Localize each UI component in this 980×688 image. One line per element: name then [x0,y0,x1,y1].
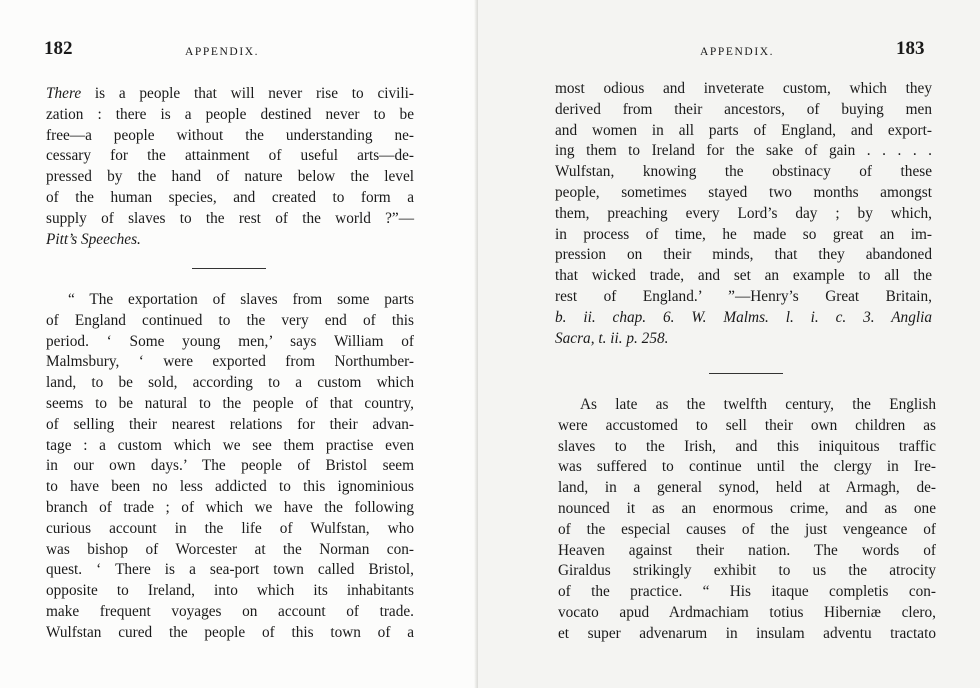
text-line: of the especial causes of the just vengeance of [558,520,936,538]
text-line: was bishop of Worcester at the Norman con- [46,540,414,558]
left-page [0,0,478,688]
text-line: most odious and inveterate custom, which they [555,80,932,97]
line-rest: is a people that will never rise to civili- [81,85,414,102]
right-paragraph-2 [558,395,936,645]
emphasis-there: There [46,85,82,102]
text-line: make frequent voyages on account of trade. [46,602,414,620]
text-line: and women in all parts of England, and export- [555,121,932,139]
text-line: ing them to Ireland for the sake of gain . . . . . [555,142,932,160]
text-line: pressed by the hand of nature below the level [46,168,414,186]
text-line: vocato apud Ardmachiam totius Hiberniæ clero, [558,603,936,621]
text-line: “ The exportation of slaves from some parts [68,291,414,308]
text-line: Wulfstan cured the people of this town of a [46,623,414,641]
text-line: zation : there is a people destined never to be [46,105,414,123]
text-line: curious account in the life of Wulfstan, who [46,519,414,537]
text-line: to have been no less addicted to this ignominious [46,478,414,496]
text-line: pression on their minds, that they abandoned [555,246,932,264]
right-page-header [700,38,940,68]
text-line: As late as the twelfth century, the English [580,396,936,413]
text-line: Giraldus strikingly exhibit to us the atrocity [558,562,936,580]
text-line: derived from their ancestors, of buying men [555,100,932,118]
text-line: people, sometimes stayed two months amongst [555,183,932,201]
text-line: cessary for the attainment of useful arts—de- [46,147,414,165]
text-line: branch of trade ; of which we have the following [46,498,414,516]
text-line: was suffered to continue until the clergy in Ire- [558,458,936,476]
right-paragraph-1 [555,79,932,349]
left-paragraph-1 [46,84,414,250]
text-line: slaves to the Irish, and this iniquitous traffic [558,437,936,455]
running-head: APPENDIX. [700,46,775,58]
citation-line: Pitt’s Speeches. [46,230,141,248]
page-number: 183 [896,38,925,59]
text-line: supply of slaves to the rest of the world ?”— [46,209,414,227]
left-page-header [44,38,434,68]
citation-line: rest of England.’ ”—Henry’s Great Britain, [555,287,932,305]
running-head: APPENDIX. [185,46,260,58]
text-line: tage : a custom which we see them practise even [46,436,414,454]
text-line: land, in a general synod, held at Armagh, de- [558,479,936,497]
text-line: Wulfstan, knowing the obstinacy of these [555,163,932,181]
text-line: opposite to Ireland, into which its inhabitants [46,582,414,600]
text-line: were accustomed to sell their own children as [558,416,936,434]
text-line: land, to be sold, according to a custom which [46,374,414,392]
section-divider [709,373,783,374]
text-line: in our own days.’ The people of Bristol seem [46,457,414,475]
text-line: et super advenarum in insulam adventu tractato [558,624,936,642]
text-line: them, preaching every Lord’s day ; by which, [555,204,932,222]
text-line: Malmsbury, ‘ were exported from Northumber- [46,353,414,371]
text-line: period. ‘ Some young men,’ says William of [46,332,414,350]
citation-line: b. ii. chap. 6. W. Malms. l. i. c. 3. Anglia [555,308,932,326]
text-line: nounced it as an enormous crime, and as one [558,499,936,517]
text-line [46,84,414,105]
text-line: quest. ‘ There is a sea-port town called Bristol, [46,561,414,579]
text-line: that wicked trade, and set an example to all the [555,267,932,285]
page-number: 182 [44,38,73,59]
text-line: of the human species, and created to form a [46,188,414,206]
right-page [478,0,980,688]
text-line: of the practice. “ His itaque completis con- [558,583,936,601]
text-line: in process of time, he made so great an im- [555,225,932,243]
text-line: free—a people without the understanding ne- [46,126,414,144]
text-line: of England continued to the very end of this [46,311,414,329]
text-line: of selling their nearest relations for their advan- [46,415,414,433]
citation-line: Sacra, t. ii. p. 258. [555,329,669,347]
text-line: Heaven against their nation. The words of [558,541,936,559]
left-paragraph-2 [46,290,414,644]
text-line: seems to be natural to the people of that country, [46,394,414,412]
section-divider [192,268,266,269]
